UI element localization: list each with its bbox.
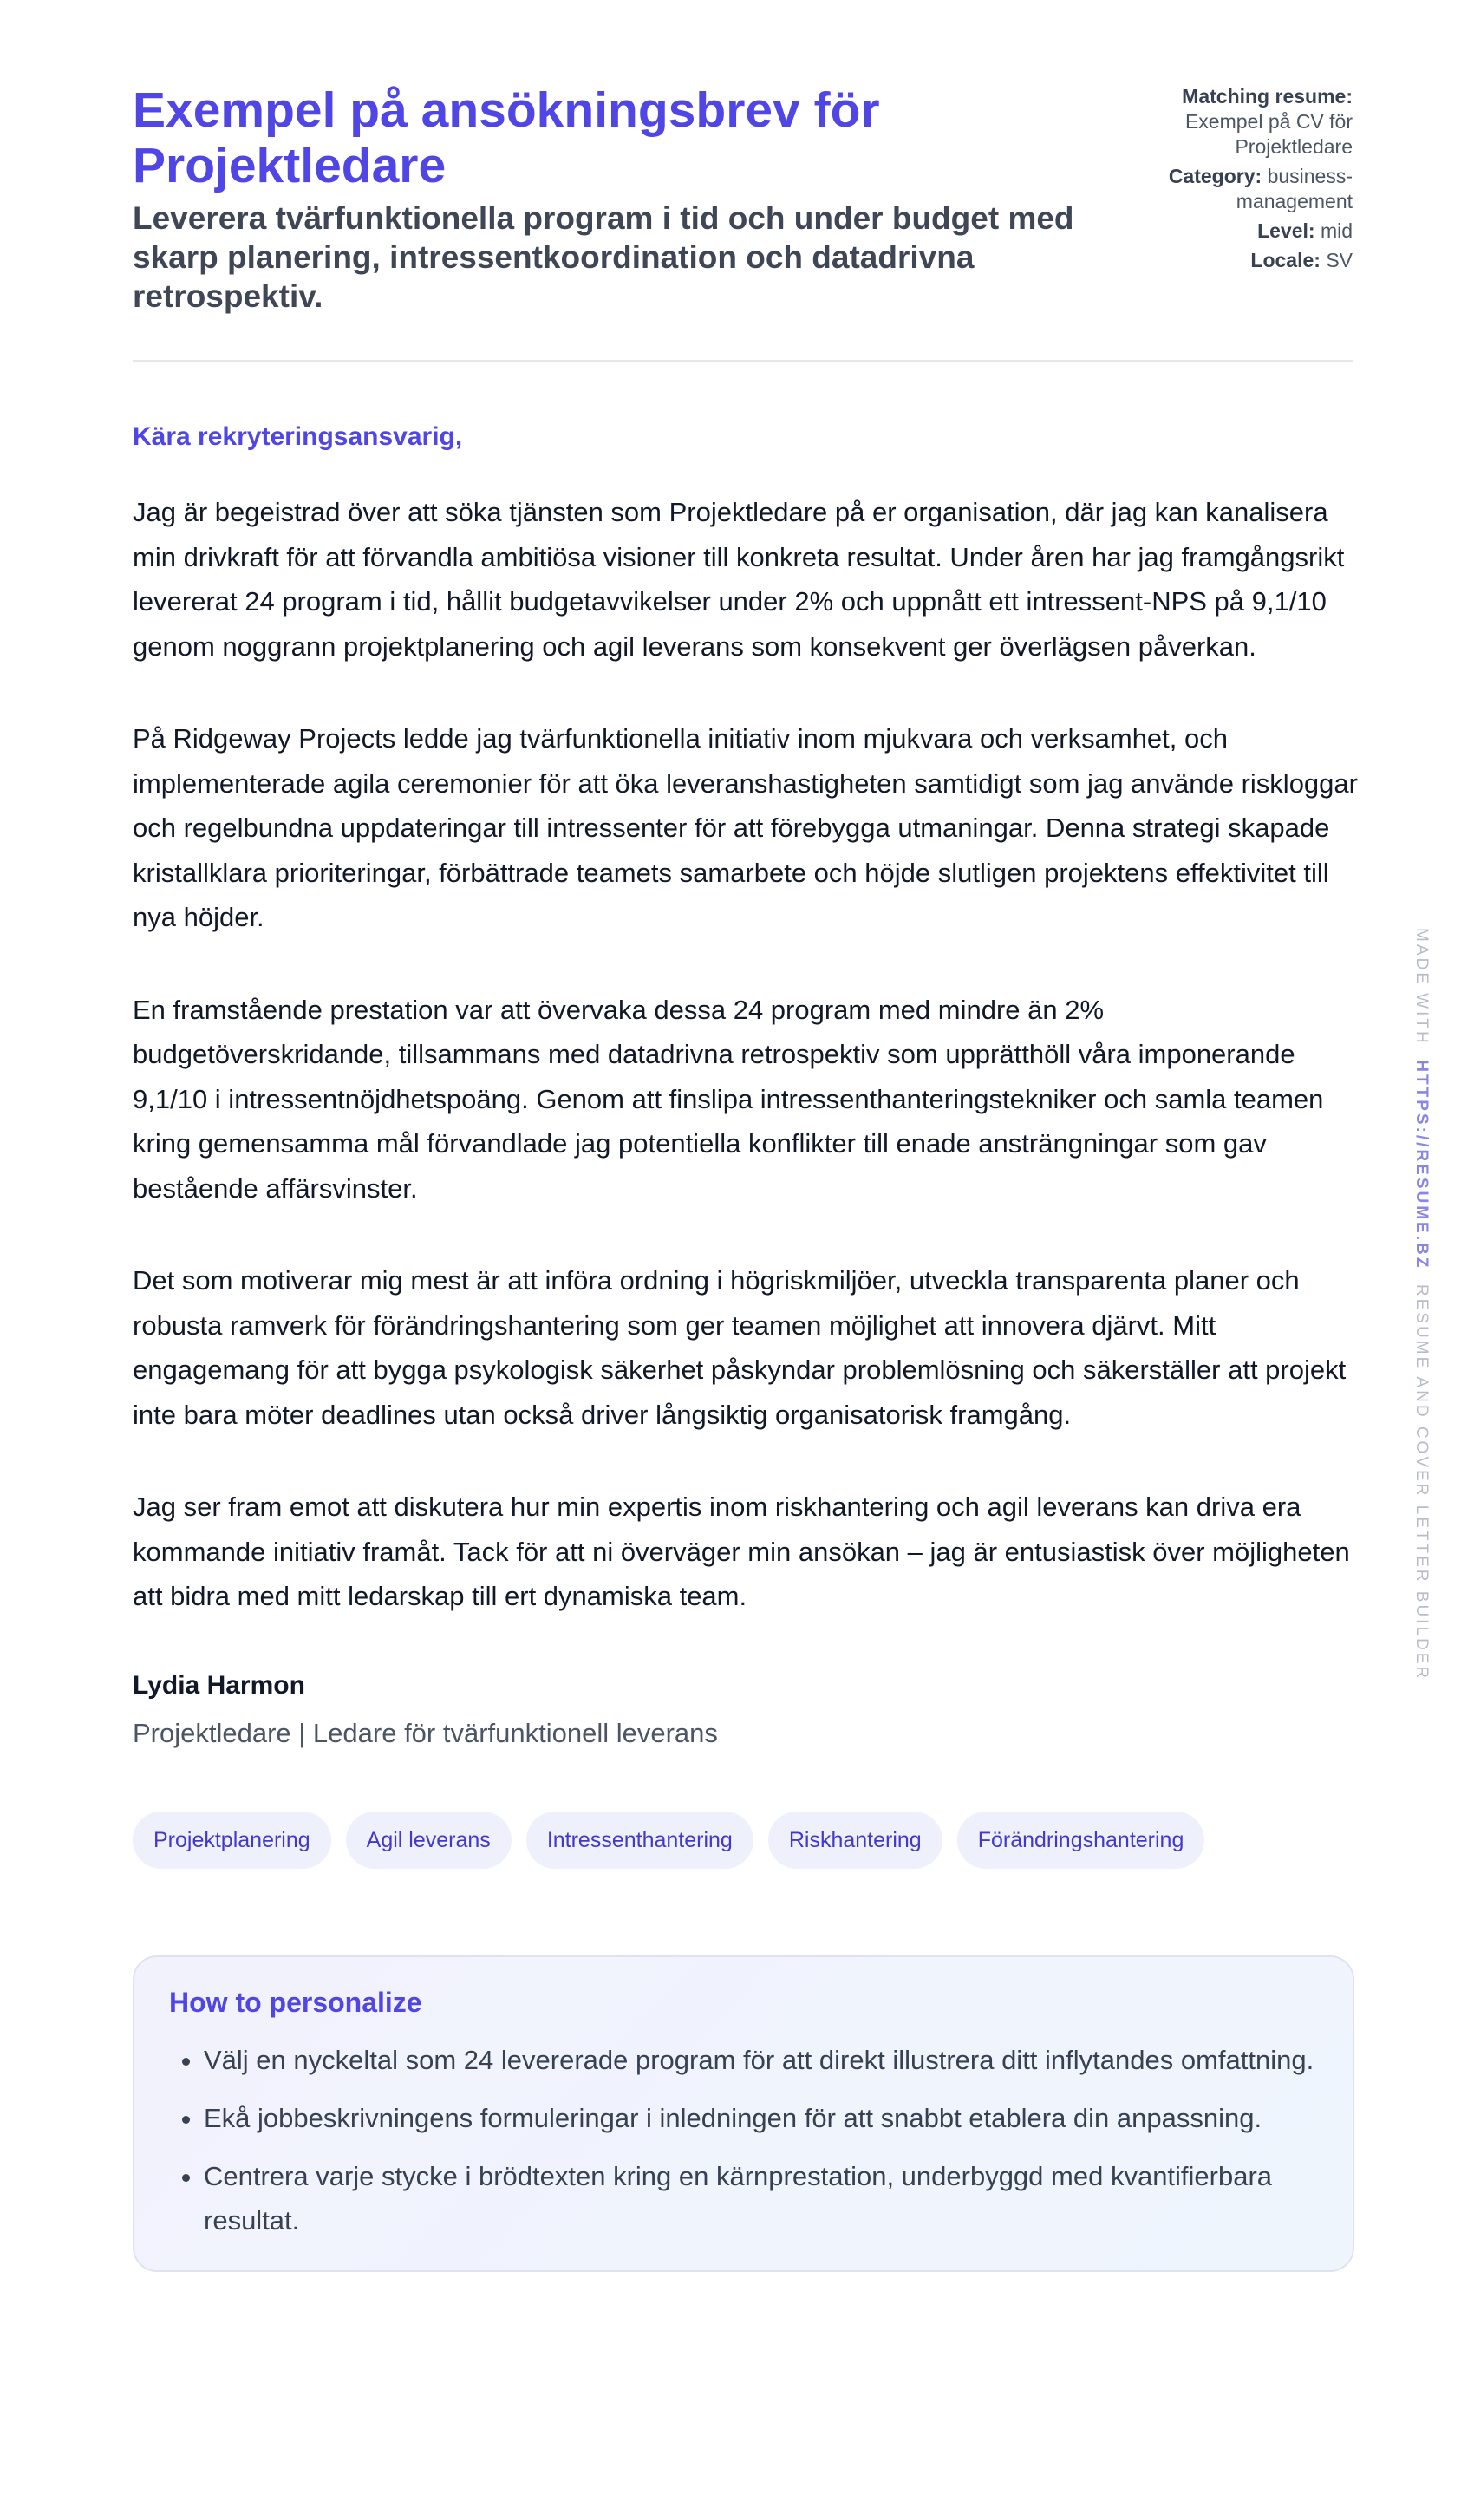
meta-matching-resume [1092, 84, 1353, 160]
signature-name: Lydia Harmon [133, 1670, 305, 1700]
tip-item: • Centrera varje stycke i brödtexten kring en kärnprestation, underbyggd med kvantifierbara resultat. [204, 2154, 1318, 2243]
skill-tag: Förändringshantering [957, 1812, 1205, 1869]
meta-locale-value: SV [1326, 249, 1353, 271]
letter-body [133, 490, 1360, 1619]
personalize-tips-box [133, 1955, 1354, 2272]
skill-tag: Intressenthantering [526, 1812, 753, 1869]
page-subtitle: Leverera tvärfunktionella program i tid och under budget med skarp planering, intressentkoordination och datadrivna retrospektiv. [133, 200, 1074, 314]
tip-item: • Ekå jobbeskrivningens formuleringar i inledningen för att snabbt etablera din anpassning. [204, 2096, 1318, 2140]
meta-category-label: Category: [1168, 165, 1262, 187]
meta-locale [1092, 248, 1353, 273]
meta-category-value: business-management [1236, 165, 1353, 212]
meta-locale-label: Locale: [1250, 249, 1321, 271]
skill-tag: Agil leverans [346, 1812, 512, 1869]
cover-letter-page [133, 82, 1358, 2272]
watermark-text [1412, 928, 1431, 1681]
tip-item: • Välj en nyckeltal som 24 levererade program för att direkt illustrera ditt inflytandes omfattning. [204, 2038, 1318, 2082]
tips-list [169, 2038, 1318, 2243]
meta-category [1092, 164, 1353, 214]
watermark-suffix: RESUME AND COVER LETTER BUILDER [1412, 1283, 1431, 1681]
letter-paragraph: Jag ser fram emot att diskutera hur min expertis inom riskhantering och agil leverans kan driva era kommande initiativ framåt. Tack för att ni överväger min ansökan – jag är entusiastisk över möjligheten att bidra med mitt ledarskap till ert dynamiska team. [133, 1492, 1350, 1611]
skill-tag: Riskhantering [768, 1812, 942, 1869]
letter-paragraph: En framstående prestation var att övervaka dessa 24 program med mindre än 2% budgetöverskridande, tillsammans med datadrivna retrospektiv som upprätthöll våra imponerande 9,1/10 i intressentnöjdhetspoäng. Genom att finslipa intressenthanteringstekniker och samla teamen kring gemensamma mål förvandlade jag potentiella konflikter till enade ansträngningar som gav bestående affärsvinster. [133, 994, 1324, 1204]
meta-matching-resume-label: Matching resume: [1182, 85, 1353, 108]
made-with-watermark [1412, 928, 1453, 1681]
page-title: Exempel på ansökningsbrev för Projektledare [133, 82, 880, 193]
letter-paragraph: Jag är begeistrad över att söka tjänsten som Projektledare på er organisation, där jag kan kanalisera min drivkraft för att förvandla ambitiösa visioner till konkreta resultat. Under åren har jag framgångsrikt levererat 24 program i tid, hållit budgetavvikelser under 2% och uppnått ett intressent-NPS på 9,1/10 genom noggrann projektplanering och agil leverans som konsekvent ger överlägsen påverkan. [133, 497, 1345, 662]
header [133, 82, 1353, 362]
meta-matching-resume-value: Exempel på CV för Projektledare [1184, 110, 1353, 158]
signature-role: Projektledare | Ledare för tvärfunktionell leverans [133, 1717, 718, 1748]
meta-level [1092, 219, 1353, 244]
tips-title: How to personalize [169, 1986, 422, 2018]
letter-greeting: Kära rekryteringsansvarig, [133, 422, 463, 451]
watermark-link[interactable]: HTTPS://RESUME.BZ [1412, 1060, 1431, 1270]
letter-paragraph: På Ridgeway Projects ledde jag tvärfunktionella initiativ inom mjukvara och verksamhet, och implementerade agila ceremonier för att öka leveranshastigheten samtidigt som jag använde riskloggar och regelbundna uppdateringar till intressenter för att förebygga utmaningar. Denna strategi skapade kristallklara prioriteringar, förbättrade teamets samarbete och höjde slutligen projektens effektivitet till nya höjder. [133, 723, 1358, 932]
letter-paragraph: Det som motiverar mig mest är att införa ordning i högriskmiljöer, utveckla transparenta planer och robusta ramverk för förändringshantering som ger teamen möjlighet att innovera djärvt. Mitt engagemang för att bygga psykologisk säkerhet påskyndar problemlösning och säkerställer att projekt inte bara möter deadlines utan också driver långsiktig organisatorisk framgång. [133, 1265, 1347, 1430]
skill-tags [133, 1812, 1353, 1869]
skill-tag: Projektplanering [133, 1812, 331, 1869]
meta-level-label: Level: [1257, 219, 1315, 242]
watermark-prefix: MADE WITH [1412, 928, 1431, 1046]
meta-panel [1092, 84, 1353, 277]
meta-level-value: mid [1320, 219, 1353, 242]
